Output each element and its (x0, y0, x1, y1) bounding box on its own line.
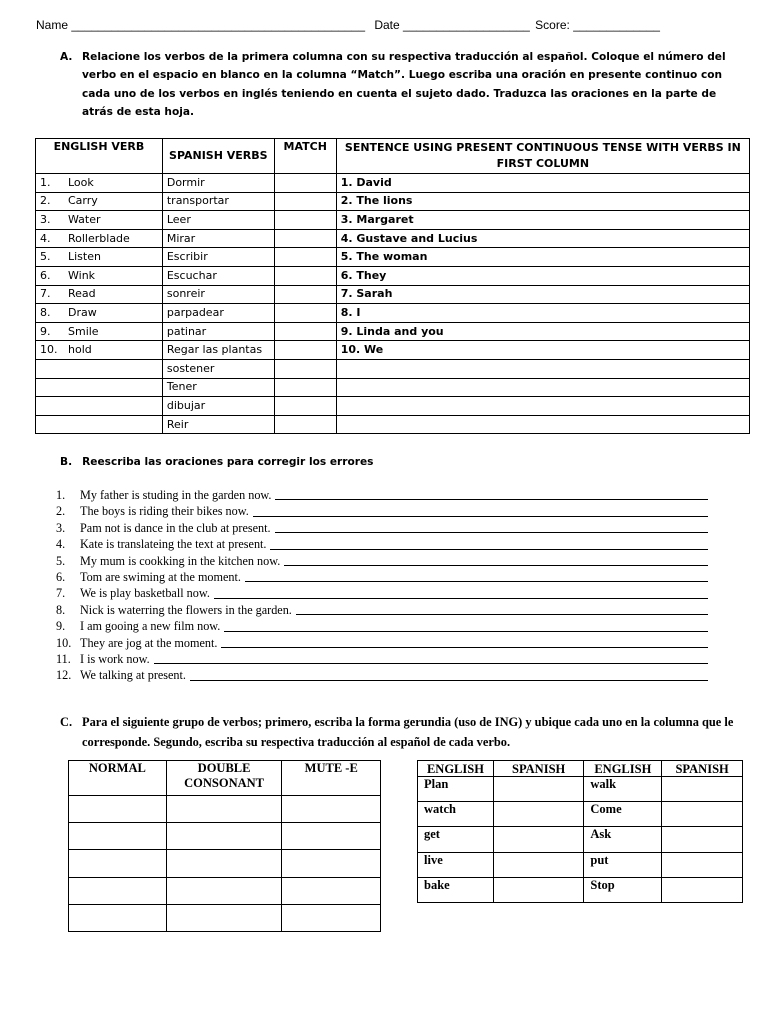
item-sentence: My father is studing in the garden now. (80, 488, 272, 502)
header-english-1: ENGLISH (418, 761, 494, 777)
list-item (56, 651, 716, 667)
mute-e-cell[interactable] (282, 796, 381, 823)
spanish-verb: Escribir (162, 248, 274, 267)
section-b-text: Reescriba las oraciones para corregir los errores (82, 456, 374, 468)
double-consonant-cell[interactable] (166, 877, 282, 904)
table-row (36, 174, 750, 193)
answer-line[interactable] (224, 618, 708, 631)
list-item (56, 667, 716, 683)
answer-line[interactable] (190, 667, 708, 680)
list-item (56, 503, 716, 519)
spanish-verb: dibujar (162, 397, 274, 416)
match-blank[interactable] (274, 248, 336, 267)
sentence-cell[interactable]: 4. Gustave and Lucius (336, 229, 749, 248)
header-english-2: ENGLISH (584, 761, 662, 777)
english-verb-cell (36, 192, 163, 211)
match-blank[interactable] (274, 229, 336, 248)
verb-number: 5. (40, 250, 51, 264)
normal-cell[interactable] (69, 850, 167, 877)
english-verb-cell (36, 304, 163, 323)
verb-number: 9. (40, 324, 51, 338)
double-consonant-cell[interactable] (166, 850, 282, 877)
table-row (36, 304, 750, 323)
match-blank[interactable] (274, 397, 336, 416)
item-sentence: Nick is waterring the flowers in the garden. (80, 602, 292, 617)
table-row (418, 852, 743, 877)
item-sentence: They are jog at the moment. (80, 635, 218, 650)
english-verb-cell (36, 229, 163, 248)
answer-line[interactable] (253, 503, 708, 516)
item-number: 11. (56, 651, 71, 666)
spanish-verb: Tener (162, 378, 274, 397)
worksheet-header (36, 18, 736, 32)
header-double-consonant: DOUBLE CONSONANT (166, 761, 282, 796)
match-blank[interactable] (274, 192, 336, 211)
header-spanish-1: SPANISH (493, 761, 584, 777)
section-a-instructions (60, 48, 730, 122)
section-c-instructions (60, 712, 740, 752)
spanish-verb: sostener (162, 359, 274, 378)
verb-number: 4. (40, 231, 51, 245)
item-number: 7. (56, 586, 66, 601)
spanish-verb: Dormir (162, 174, 274, 193)
normal-cell[interactable] (69, 877, 167, 904)
header-normal: NORMAL (69, 761, 167, 796)
spanish-answer-cell[interactable] (662, 777, 743, 802)
match-blank[interactable] (274, 174, 336, 193)
english-verb: live (418, 852, 494, 877)
sentence-cell[interactable]: 1. David (336, 174, 749, 193)
english-verb-cell (36, 248, 163, 267)
english-verb: bake (418, 877, 494, 902)
item-sentence: Kate is translateing the text at present. (80, 537, 267, 552)
match-blank[interactable] (274, 359, 336, 378)
table-row (69, 850, 381, 877)
mute-e-cell[interactable] (282, 904, 381, 931)
list-item (56, 618, 716, 634)
answer-line[interactable] (214, 585, 708, 598)
english-verb: Carry (68, 194, 98, 208)
english-verb: Look (68, 175, 94, 189)
table-row (36, 341, 750, 360)
section-b-instructions (60, 456, 373, 468)
table-row (36, 192, 750, 211)
table-row (36, 378, 750, 397)
section-c-number: C. (60, 715, 73, 729)
spanish-verb: Reir (162, 415, 274, 434)
sentence-cell[interactable]: 7. Sarah (336, 285, 749, 304)
table-header-row (36, 139, 750, 174)
english-verb-cell (36, 322, 163, 341)
sentence-cell[interactable]: 8. I (336, 304, 749, 323)
table-row (418, 777, 743, 802)
answer-line[interactable] (245, 569, 708, 582)
table-row (69, 823, 381, 850)
item-sentence: Pam not is dance in the club at present. (80, 520, 271, 535)
header-sentence: SENTENCE USING PRESENT CONTINUOUS TENSE WITH VERBS IN FIRST COLUMN (336, 139, 749, 174)
answer-line[interactable] (154, 651, 708, 664)
sentence-cell[interactable] (336, 397, 749, 416)
spanish-verb: sonreir (162, 285, 274, 304)
spanish-answer-cell[interactable] (493, 777, 584, 802)
english-verb: Ask (584, 827, 662, 852)
spanish-answer-cell[interactable] (493, 827, 584, 852)
table-row (36, 415, 750, 434)
sentence-cell[interactable] (336, 378, 749, 397)
english-verb: hold (68, 343, 92, 357)
table-row (69, 796, 381, 823)
table-header-row (69, 761, 381, 796)
table-row (418, 802, 743, 827)
header-spanish-2: SPANISH (662, 761, 743, 777)
verb-number: 8. (40, 305, 51, 319)
english-verb: watch (418, 802, 494, 827)
section-a-text: Relacione los verbos de la primera columna con su respectiva traducción al español. Coloque el número del verbo en el espacio en blanco en la columna “Match”. Luego escriba una oración en presente continuo con cada uno de los verbos en inglés teniendo en cuenta el sujeto dado. Traduzca las oraciones en la parte de atrás de esta hoja. (82, 51, 726, 119)
item-sentence: The boys is riding their bikes now. (80, 504, 249, 519)
correction-list (56, 487, 716, 684)
match-blank[interactable] (274, 266, 336, 285)
english-verb-cell (36, 211, 163, 230)
english-verb-cell (36, 378, 163, 397)
mute-e-cell[interactable] (282, 823, 381, 850)
list-item (56, 553, 716, 569)
mute-e-cell[interactable] (282, 877, 381, 904)
list-item (56, 635, 716, 651)
verb-number: 1. (40, 175, 51, 189)
table-row (69, 904, 381, 931)
english-verb: Rollerblade (68, 231, 130, 245)
header-english-verb: ENGLISH VERB (36, 139, 163, 174)
match-blank[interactable] (274, 415, 336, 434)
item-sentence: I is work now. (80, 651, 150, 666)
sentence-cell[interactable]: 6. They (336, 266, 749, 285)
verb-matching-table (35, 138, 750, 434)
list-item (56, 602, 716, 618)
list-item (56, 585, 716, 601)
spanish-answer-cell[interactable] (493, 852, 584, 877)
english-verb: Stop (584, 877, 662, 902)
english-verb-cell (36, 174, 163, 193)
table-row (36, 266, 750, 285)
english-verb-cell (36, 415, 163, 434)
match-blank[interactable] (274, 211, 336, 230)
sentence-cell[interactable]: 10. We (336, 341, 749, 360)
match-blank[interactable] (274, 341, 336, 360)
list-item (56, 569, 716, 585)
english-verb: get (418, 827, 494, 852)
table-row (418, 877, 743, 902)
table-row (36, 359, 750, 378)
table-row (36, 322, 750, 341)
verb-number: 3. (40, 212, 51, 226)
name-field[interactable]: Name ____________________________________________ (36, 18, 365, 32)
spanish-verb: Mirar (162, 229, 274, 248)
answer-line[interactable] (270, 536, 708, 549)
header-mute-e: MUTE -E (282, 761, 381, 796)
item-number: 12. (56, 668, 72, 683)
spanish-answer-cell[interactable] (493, 802, 584, 827)
normal-cell[interactable] (69, 796, 167, 823)
english-verb-cell (36, 341, 163, 360)
english-verb: walk (584, 777, 662, 802)
item-number: 3. (56, 520, 66, 535)
spanish-verb: Escuchar (162, 266, 274, 285)
section-b-number: B. (60, 456, 73, 468)
match-blank[interactable] (274, 304, 336, 323)
spanish-verb: transportar (162, 192, 274, 211)
table-row (36, 229, 750, 248)
date-field[interactable]: Date ___________________ (374, 18, 530, 32)
verb-number: 2. (40, 194, 51, 208)
item-sentence: We is play basketball now. (80, 586, 210, 601)
english-verb: Plan (418, 777, 494, 802)
table-row (69, 877, 381, 904)
english-verb: Smile (68, 324, 99, 338)
spanish-verb: parpadear (162, 304, 274, 323)
verb-number: 6. (40, 268, 51, 282)
mute-e-cell[interactable] (282, 850, 381, 877)
item-number: 2. (56, 504, 66, 519)
list-item (56, 536, 716, 552)
answer-line[interactable] (275, 520, 708, 533)
header-spanish-verbs: SPANISH VERBS (162, 139, 274, 174)
sentence-cell[interactable] (336, 359, 749, 378)
spanish-answer-cell[interactable] (662, 852, 743, 877)
item-sentence: Tom are swiming at the moment. (80, 569, 241, 584)
item-number: 1. (56, 488, 66, 502)
spanish-verb: Regar las plantas (162, 341, 274, 360)
table-row (418, 827, 743, 852)
gerund-classification-table (68, 760, 381, 932)
english-verb: Read (68, 287, 96, 301)
english-verb: Wink (68, 268, 96, 282)
normal-cell[interactable] (69, 823, 167, 850)
normal-cell[interactable] (69, 904, 167, 931)
double-consonant-cell[interactable] (166, 796, 282, 823)
section-c-text: Para el siguiente grupo de verbos; primero, escriba la forma gerundia (uso de ING) y ubique cada uno en la columna que le corresponde. Segundo, escriba su respectiva traducción al español de cada verbo. (82, 715, 734, 749)
sentence-cell[interactable]: 3. Margaret (336, 211, 749, 230)
sentence-cell[interactable] (336, 415, 749, 434)
table-row (36, 285, 750, 304)
verb-number: 10. (40, 343, 58, 357)
item-number: 6. (56, 569, 66, 584)
item-sentence: We talking at present. (80, 668, 186, 683)
item-number: 10. (56, 635, 72, 650)
translation-table (417, 760, 743, 903)
item-number: 5. (56, 553, 66, 568)
sentence-cell[interactable]: 9. Linda and you (336, 322, 749, 341)
spanish-verb: patinar (162, 322, 274, 341)
english-verb-cell (36, 266, 163, 285)
answer-line[interactable] (284, 553, 708, 566)
double-consonant-cell[interactable] (166, 823, 282, 850)
verb-number: 7. (40, 287, 51, 301)
item-number: 4. (56, 537, 66, 552)
english-verb-cell (36, 397, 163, 416)
section-a-number: A. (60, 51, 73, 63)
table-row (36, 248, 750, 267)
spanish-answer-cell[interactable] (493, 877, 584, 902)
match-blank[interactable] (274, 322, 336, 341)
score-field[interactable]: Score: _____________ (535, 18, 660, 32)
answer-line[interactable] (296, 602, 708, 615)
list-item (56, 520, 716, 536)
english-verb-cell (36, 285, 163, 304)
match-blank[interactable] (274, 285, 336, 304)
english-verb: Water (68, 212, 101, 226)
english-verb: Draw (68, 305, 97, 319)
item-number: 8. (56, 602, 66, 617)
sentence-cell[interactable]: 2. The lions (336, 192, 749, 211)
english-verb: Listen (68, 250, 101, 264)
item-number: 9. (56, 619, 66, 634)
item-sentence: My mum is cookking in the kitchen now. (80, 553, 281, 568)
answer-line[interactable] (275, 487, 708, 500)
sentence-cell[interactable]: 5. The woman (336, 248, 749, 267)
double-consonant-cell[interactable] (166, 904, 282, 931)
table-row (36, 397, 750, 416)
english-verb-cell (36, 359, 163, 378)
header-match: MATCH (274, 139, 336, 174)
spanish-answer-cell[interactable] (662, 802, 743, 827)
english-verb: Come (584, 802, 662, 827)
match-blank[interactable] (274, 378, 336, 397)
spanish-answer-cell[interactable] (662, 827, 743, 852)
english-verb: put (584, 852, 662, 877)
table-header-row (418, 761, 743, 777)
item-sentence: I am gooing a new film now. (80, 619, 221, 634)
list-item (56, 487, 716, 503)
spanish-verb: Leer (162, 211, 274, 230)
answer-line[interactable] (221, 635, 708, 648)
table-row (36, 211, 750, 230)
spanish-answer-cell[interactable] (662, 877, 743, 902)
